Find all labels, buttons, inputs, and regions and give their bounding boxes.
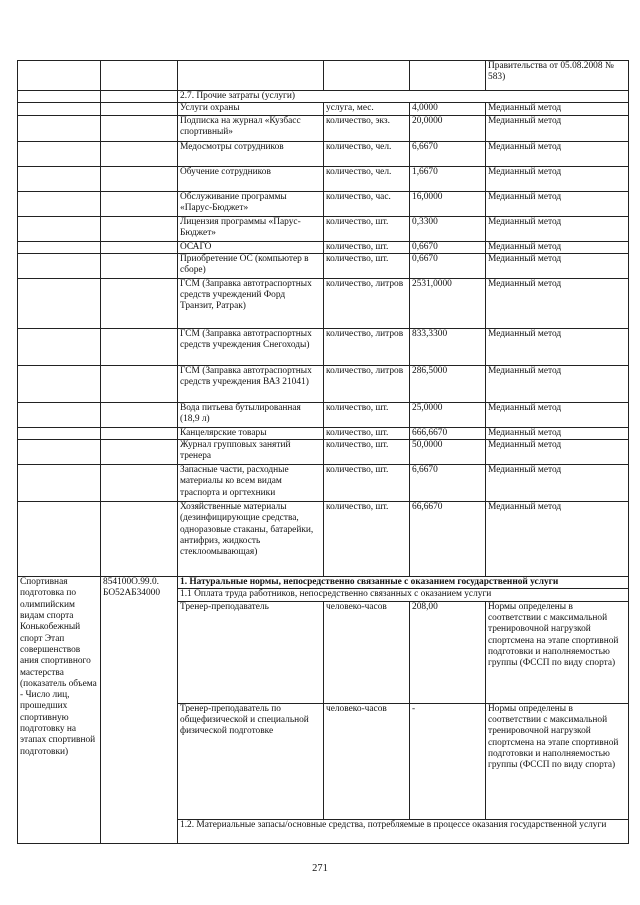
cell-unit: количество, шт.: [324, 216, 410, 241]
cell-name: Вода питьева бутылированная (18,9 л): [178, 402, 324, 427]
cell-empty: [101, 103, 178, 115]
cell-name: Обслуживание программы «Парус-Бюджет»: [178, 191, 324, 216]
cell-name: Журнал групповых занятий тренера: [178, 440, 324, 465]
section-row: [18, 91, 629, 103]
service-name: Спортивная подготовка по олимпийским видам спорта Конькобежный спорт Этап совершенствов ания спортивного мастерства (показатель объема - Число лиц, прошедших спортивную подготовку на этапах спортивной подготовки): [18, 577, 101, 844]
cell-empty: [18, 91, 101, 103]
table-row: [18, 427, 629, 439]
table-row: [18, 216, 629, 241]
section-title: 1.1 Оплата труда работников, непосредственно связанных с оказанием услуги: [178, 589, 629, 601]
cell-method: Медианный метод: [486, 141, 629, 166]
cell-value: 833,3300: [410, 328, 486, 365]
cell-empty: [101, 253, 178, 278]
cell-method: Медианный метод: [486, 166, 629, 191]
cell-method: Медианный метод: [486, 502, 629, 577]
table-row: [18, 191, 629, 216]
cell-unit: человеко-часов: [324, 601, 410, 703]
cell-value: 0,6670: [410, 241, 486, 253]
cell-empty: [178, 61, 324, 91]
cell-empty: [18, 216, 101, 241]
cell-value: 208,00: [410, 601, 486, 703]
cell-empty: [18, 440, 101, 465]
cell-unit: количество, литров: [324, 278, 410, 328]
cell-empty: [18, 141, 101, 166]
cell-unit: количество, чел.: [324, 166, 410, 191]
table-row: [18, 115, 629, 141]
table-row: [18, 241, 629, 253]
cell-unit: человеко-часов: [324, 703, 410, 819]
continuation-row: [18, 61, 629, 91]
cell-empty: [18, 191, 101, 216]
cell-empty: [101, 465, 178, 502]
cell-method: Медианный метод: [486, 402, 629, 427]
cell-empty: [101, 365, 178, 402]
cell-empty: [18, 465, 101, 502]
cell-unit: количество, шт.: [324, 440, 410, 465]
section-title: [178, 577, 629, 589]
cell-name: ГСМ (Заправка автотраспортных средств учреждений Форд Транзит, Ратрак): [178, 278, 324, 328]
cell-method: Медианный метод: [486, 440, 629, 465]
table-row: [18, 402, 629, 427]
cell-value: 25,0000: [410, 402, 486, 427]
section-row: [18, 577, 629, 589]
cell-method: Медианный метод: [486, 103, 629, 115]
cell-value: 6,6670: [410, 465, 486, 502]
cell-empty: [101, 440, 178, 465]
cell-unit: количество, шт.: [324, 465, 410, 502]
cell-method: Нормы определены в соответствии с максимальной тренировочной нагрузкой спортсмена на этапе спортивной подготовки и наполняемостью группы (ФССП по виду спорта): [486, 601, 629, 703]
cell-empty: [18, 253, 101, 278]
cell-empty: [101, 141, 178, 166]
cell-method: Медианный метод: [486, 465, 629, 502]
cell-unit: количество, шт.: [324, 427, 410, 439]
cell-value: 1,6670: [410, 166, 486, 191]
cell-empty: [18, 103, 101, 115]
cell-method: Правительства от 05.08.2008 № 583): [486, 61, 629, 91]
cell-name: Запасные части, расходные материалы ко всем видам траспорта и оргтехники: [178, 465, 324, 502]
cell-value: 0,3300: [410, 216, 486, 241]
cell-empty: [101, 241, 178, 253]
cell-empty: [324, 61, 410, 91]
cell-empty: [410, 61, 486, 91]
cell-name: Услуги охраны: [178, 103, 324, 115]
cell-empty: [18, 115, 101, 141]
cell-empty: [18, 61, 101, 91]
table-row: [18, 365, 629, 402]
cell-empty: [18, 166, 101, 191]
cell-empty: [101, 502, 178, 577]
cell-empty: [101, 278, 178, 328]
cell-value: 50,0000: [410, 440, 486, 465]
cell-method: Медианный метод: [486, 253, 629, 278]
cell-unit: количество, литров: [324, 328, 410, 365]
cell-method: Медианный метод: [486, 115, 629, 141]
cell-method: Медианный метод: [486, 427, 629, 439]
cell-empty: [18, 278, 101, 328]
cell-value: 286,5000: [410, 365, 486, 402]
cell-empty: [101, 328, 178, 365]
cell-name: Лицензия программы «Парус-Бюджет»: [178, 216, 324, 241]
table-row: [18, 328, 629, 365]
cell-value: 666,6670: [410, 427, 486, 439]
cell-empty: [18, 241, 101, 253]
table-row: [18, 141, 629, 166]
table-row: [18, 502, 629, 577]
cell-value: 16,0000: [410, 191, 486, 216]
cell-value: -: [410, 703, 486, 819]
cell-unit: количество, литров: [324, 365, 410, 402]
cell-method: Медианный метод: [486, 191, 629, 216]
cell-empty: [101, 216, 178, 241]
cell-name: Тренер-преподаватель по общефизической и специальной физической подготовке: [178, 703, 324, 819]
cell-name: ГСМ (Заправка автотраспортных средств учреждения Снегоходы): [178, 328, 324, 365]
table-row: [18, 278, 629, 328]
cell-unit: количество, экз.: [324, 115, 410, 141]
page-number: 271: [312, 863, 328, 874]
section-title: 2.7. Прочие затраты (услуги): [178, 91, 629, 103]
cell-method: Медианный метод: [486, 241, 629, 253]
cell-name: ГСМ (Заправка автотраспортных средств учреждения ВАЗ 21041): [178, 365, 324, 402]
table-row: [18, 440, 629, 465]
table-row: [18, 103, 629, 115]
cell-unit: количество, шт.: [324, 402, 410, 427]
table-row: [18, 465, 629, 502]
cell-name: Хозяйственные материалы (дезинфицирующие средства, одноразовые стаканы, батарейки, антифриз, жидкость стеклоомывающая): [178, 502, 324, 577]
cell-unit: количество, шт.: [324, 253, 410, 278]
cell-method: Нормы определены в соответствии с максимальной тренировочной нагрузкой спортсмена на этапе спортивной подготовки и наполняемостью группы (ФССП по виду спорта): [486, 703, 629, 819]
cell-empty: [101, 91, 178, 103]
cell-empty: [18, 502, 101, 577]
cell-empty: [18, 427, 101, 439]
cell-empty: [101, 61, 178, 91]
cell-value: 4,0000: [410, 103, 486, 115]
cell-name: Подписка на журнал «Кузбасс спортивный»: [178, 115, 324, 141]
cell-empty: [101, 115, 178, 141]
cell-name: Тренер-преподаватель: [178, 601, 324, 703]
cell-value: 2531,0000: [410, 278, 486, 328]
cell-method: Медианный метод: [486, 278, 629, 328]
cell-empty: [101, 427, 178, 439]
cell-unit: количество, чел.: [324, 141, 410, 166]
section-title: 1.2. Материальные запасы/основные средства, потребляемые в процессе оказания государственной услуги: [178, 819, 629, 843]
cell-method: Медианный метод: [486, 216, 629, 241]
cell-unit: количество, шт.: [324, 241, 410, 253]
cell-method: Медианный метод: [486, 328, 629, 365]
service-code: 854100О.99.0. БО52АБ34000: [101, 577, 178, 844]
cell-empty: [18, 402, 101, 427]
cell-value: 20,0000: [410, 115, 486, 141]
norms-table: [17, 60, 629, 844]
cell-unit: услуга, мес.: [324, 103, 410, 115]
cell-name: Обучение сотрудников: [178, 166, 324, 191]
cell-method: Медианный метод: [486, 365, 629, 402]
cell-empty: [101, 166, 178, 191]
cell-unit: количество, час.: [324, 191, 410, 216]
table-row: [18, 166, 629, 191]
cell-empty: [18, 365, 101, 402]
cell-value: 66,6670: [410, 502, 486, 577]
table-row: [18, 253, 629, 278]
cell-name: Медосмотры сотрудников: [178, 141, 324, 166]
cell-name: ОСАГО: [178, 241, 324, 253]
cell-empty: [101, 191, 178, 216]
cell-value: 0,6670: [410, 253, 486, 278]
section-title-text: 1. Натуральные нормы, непосредственно связанные с оказанием государственной услуги: [180, 577, 559, 588]
cell-empty: [18, 328, 101, 365]
cell-unit: количество, шт.: [324, 502, 410, 577]
cell-empty: [101, 402, 178, 427]
cell-name: Канцелярские товары: [178, 427, 324, 439]
cell-value: 6,6670: [410, 141, 486, 166]
cell-name: Приобретение ОС (компьютер в сборе): [178, 253, 324, 278]
